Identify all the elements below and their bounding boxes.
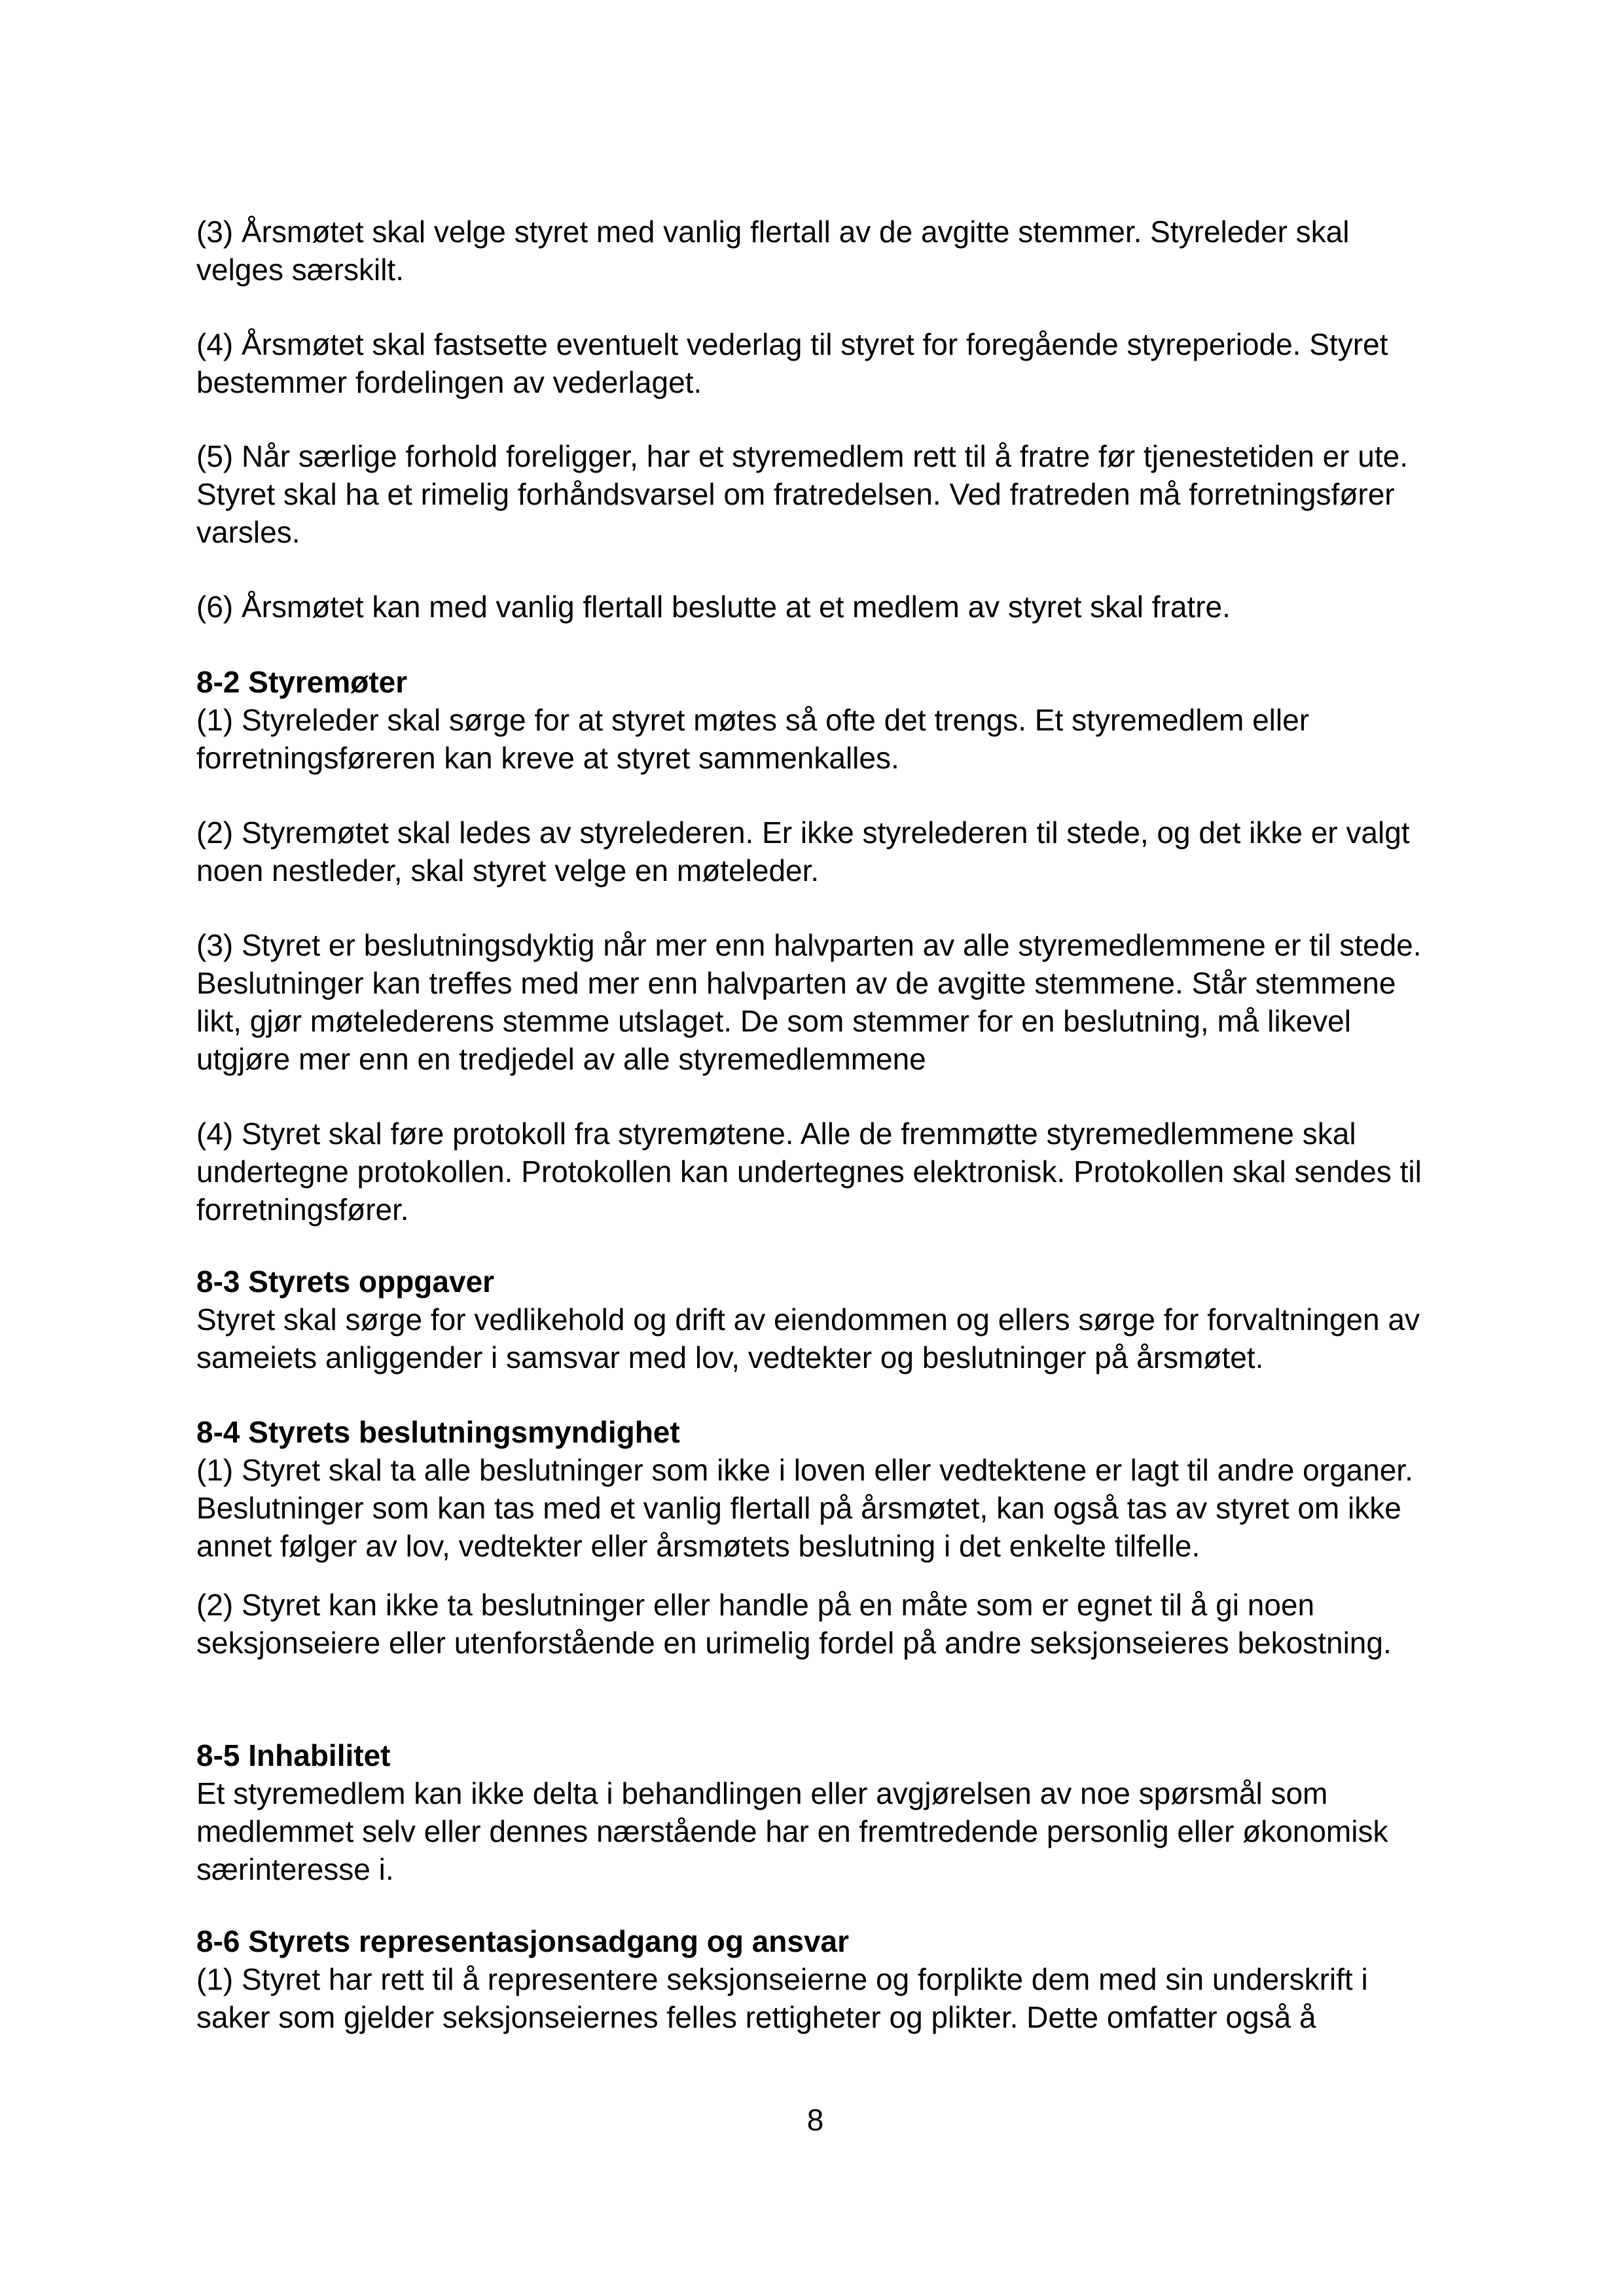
text-line: forretningsfører.: [196, 1193, 409, 1227]
text-line: (1) Styreleder skal sørge for at styret møtes så ofte det trengs. Et styremedlem eller: [196, 703, 1310, 737]
text-line: Beslutninger som kan tas med et vanlig flertall på årsmøtet, kan også tas av styret om ikke: [196, 1491, 1401, 1525]
text-line: seksjonseiere eller utenforstående en urimelig fordel på andre seksjonseieres bekostning.: [196, 1626, 1392, 1660]
text-line: medlemmet selv eller dennes nærstående har en fremtredende personlig eller økonomisk: [196, 1814, 1388, 1848]
page-number: 8: [806, 2103, 824, 2137]
section-heading: 8-5 Inhabilitet: [196, 1738, 391, 1772]
text-line: Beslutninger kan treffes med mer enn halvparten av de avgitte stemmene. Står stemmene: [196, 966, 1396, 1000]
section: [196, 1736, 1440, 1888]
text-line: (4) Årsmøtet skal fastsette eventuelt vederlag til styret for foregående styreperiode. Styret: [196, 327, 1388, 361]
paragraph: [196, 588, 1440, 626]
text-line: (1) Styret skal ta alle beslutninger som ikke i loven eller vedtektene er lagt til andre organer.: [196, 1453, 1413, 1487]
section-heading: 8-2 Styremøter: [196, 665, 408, 699]
text-line: (4) Styret skal føre protokoll fra styremøtene. Alle de fremmøtte styremedlemmene skal: [196, 1117, 1356, 1151]
text-line: (2) Styret kan ikke ta beslutninger eller handle på en måte som er egnet til å gi noen: [196, 1588, 1315, 1622]
text-line: forretningsføreren kan kreve at styret sammenkalles.: [196, 741, 899, 775]
text-line: Styret skal ha et rimelig forhåndsvarsel om fratredelsen. Ved fratreden må forretningsfører: [196, 477, 1395, 511]
section-heading: 8-4 Styrets beslutningsmyndighet: [196, 1415, 680, 1449]
text-line: (3) Styret er beslutningsdyktig når mer enn halvparten av alle styremedlemmene er til stede.: [196, 928, 1422, 962]
section: [196, 1413, 1440, 1565]
text-line: undertegne protokollen. Protokollen kan undertegnes elektronisk. Protokollen skal sendes til: [196, 1155, 1422, 1189]
paragraph: [196, 213, 1440, 289]
text-line: (6) Årsmøtet kan med vanlig flertall beslutte at et medlem av styret skal fratre.: [196, 590, 1231, 624]
paragraph: [196, 437, 1440, 551]
section: [196, 663, 1440, 777]
paragraph: [196, 1586, 1440, 1662]
text-line: Styret skal sørge for vedlikehold og drift av eiendommen og ellers sørge for forvaltningen av: [196, 1302, 1420, 1336]
text-line: saker som gjelder seksjonseiernes felles rettigheter og plikter. Dette omfatter også å: [196, 2000, 1316, 2034]
text-line: utgjøre mer enn en tredjedel av alle styremedlemmene: [196, 1042, 926, 1076]
text-line: sameiets anliggender i samsvar med lov, vedtekter og beslutninger på årsmøtet.: [196, 1340, 1264, 1374]
section-heading: 8-3 Styrets oppgaver: [196, 1265, 495, 1299]
text-line: bestemmer fordelingen av vederlaget.: [196, 365, 702, 399]
paragraph: [196, 325, 1440, 401]
text-line: (1) Styret har rett til å representere seksjonseierne og forplikte dem med sin underskrift i: [196, 1962, 1368, 1996]
section: [196, 1922, 1440, 2036]
text-line: noen nestleder, skal styret velge en møteleder.: [196, 853, 820, 888]
section-heading: 8-6 Styrets representasjonsadgang og ansvar: [196, 1924, 850, 1958]
text-line: (5) Når særlige forhold foreligger, har et styremedlem rett til å fratre før tjenestetiden er ute.: [196, 439, 1408, 473]
text-line: velges særskilt.: [196, 253, 404, 287]
paragraph: [196, 926, 1440, 1078]
text-line: særinteresse i.: [196, 1852, 394, 1886]
text-line: varsles.: [196, 515, 300, 549]
text-line: (2) Styremøtet skal ledes av styrelederen. Er ikke styrelederen til stede, og det ikke er valgt: [196, 816, 1410, 850]
paragraph: [196, 814, 1440, 889]
text-line: (3) Årsmøtet skal velge styret med vanlig flertall av de avgitte stemmer. Styreleder skal: [196, 215, 1350, 249]
text-line: Et styremedlem kan ikke delta i behandlingen eller avgjørelsen av noe spørsmål som: [196, 1776, 1328, 1810]
paragraph: [196, 1115, 1440, 1229]
text-line: likt, gjør møtelederens stemme utslaget. De som stemmer for en beslutning, må likevel: [196, 1004, 1351, 1038]
section: [196, 1263, 1440, 1376]
text-line: annet følger av lov, vedtekter eller årsmøtets beslutning i det enkelte tilfelle.: [196, 1529, 1200, 1563]
